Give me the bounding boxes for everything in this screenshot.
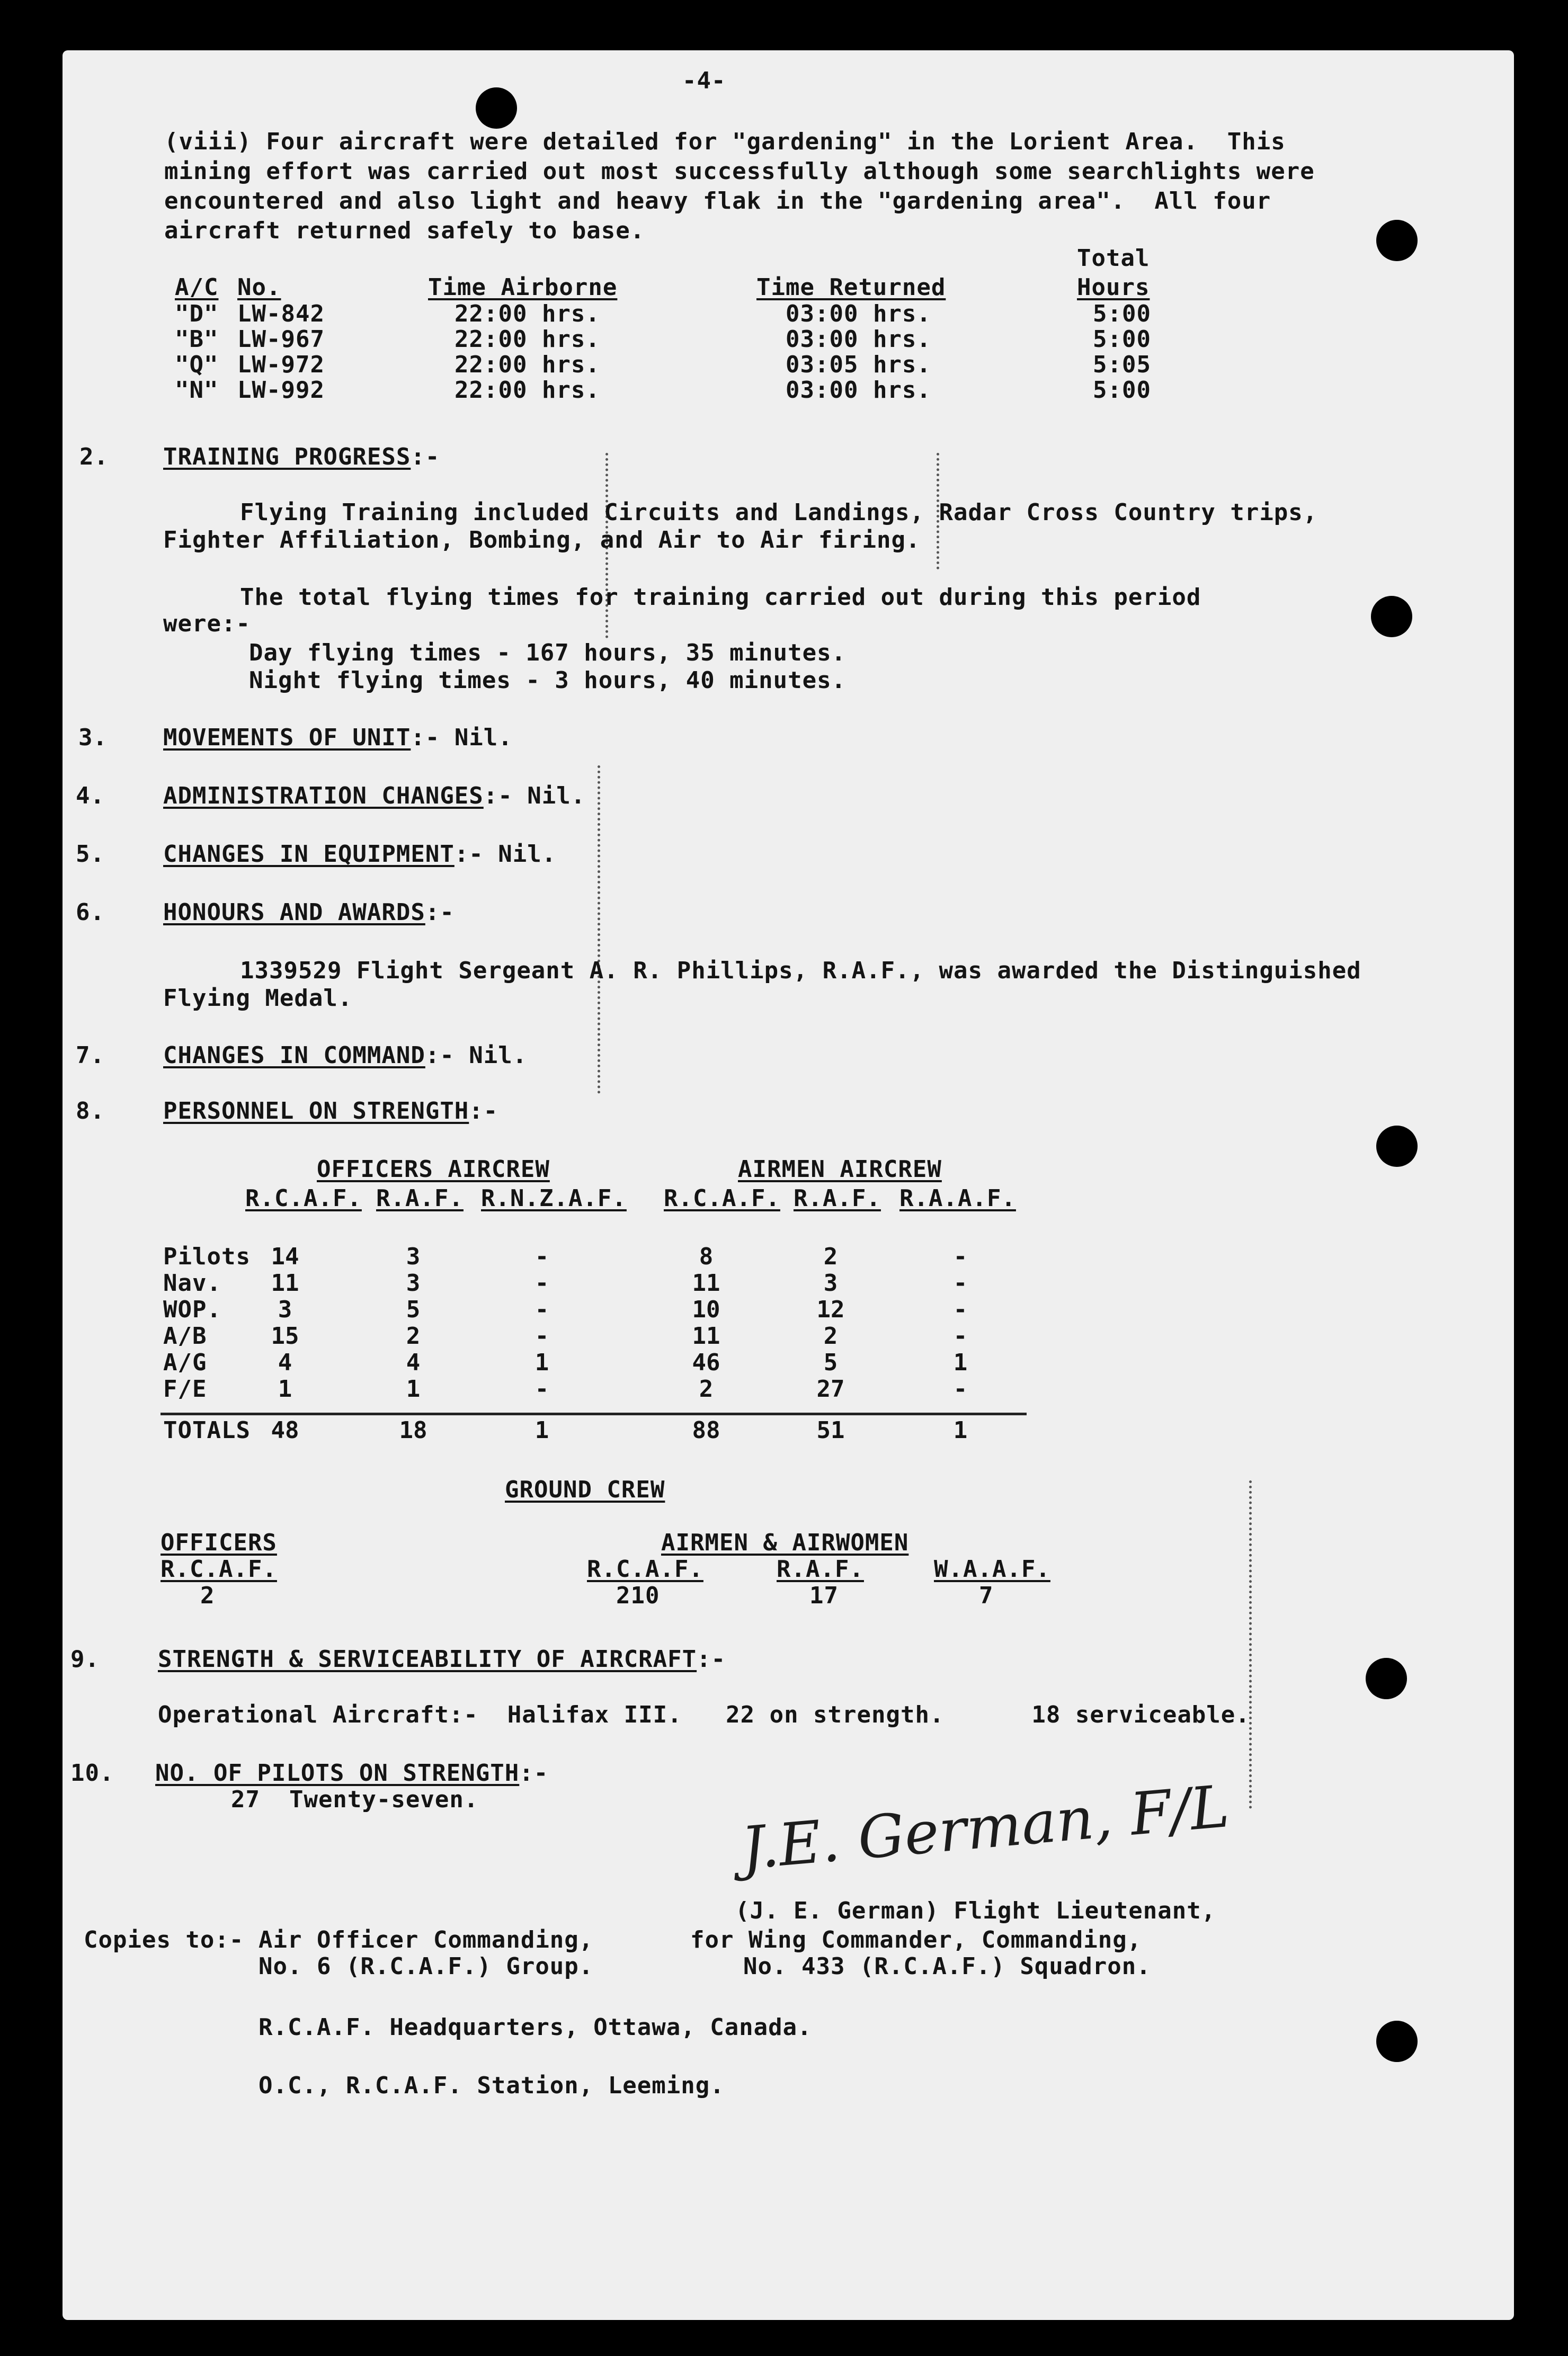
section-heading: MOVEMENTS OF UNIT:- Nil. <box>163 724 513 751</box>
strength-col-header: R.A.F. <box>376 1185 464 1212</box>
copies-recipient: R.C.A.F. Headquarters, Ottawa, Canada. <box>259 2014 812 2041</box>
ground-crew-heading: GROUND CREW <box>505 1476 665 1503</box>
document-page: -4- (viii) Four aircraft were detailed for "gardening" in the Lorient Area. This mining effort was carried out most successfully although some searchlights were encountered and also light and heavy flak in the "gardening area". All four aircraft returned safely to base. Total A/C No. Time Airborne Time Returned Hours "D" LW-842 22:00 hrs. 03:00 hrs. 5:00 "B" LW-967 22:00 hrs. 03:00 hrs. 5:00 "Q" LW-972 22:00 hrs. 03:05 hrs. 5:05 "N" LW-992 22:00 hrs. 03:00 hrs. 5:00 2. TRAINING PROGRESS:- Flying Training included Circuits and Landings, Radar Cross Country trips, Fighter Affiliation, Bombing, and Air to Air firing. The total flying times for training carried out during this period were:- Day flying times - 167 hours, 35 minutes. Night flying times - 3 hours, 40 minutes. 3. MOVEMENTS OF UNIT:- Nil. 4. ADMINISTRATION CHANGES:- Nil. 5. CHANGES IN EQUIPMENT:- Nil. 6. HONOURS AND AWARDS:- 1339529 Flight Sergeant A. R. Phillips, R.A.F., was awarded the Distinguished Flying Medal. 7. CHANGES IN COMMAND:- Nil. 8. PERSONNEL ON STRENGTH:- OFFICERS AIRCREW AIRMEN AIRCREW R.C.A.F. R.A.F. R.N.Z.A.F. R.C.A.F. R.A.F. R.A.A.F. Pilots 14 3 - 8 2 - Nav. 11 3 - 11 3 - WOP. 3 5 - 10 12 - A/B 15 2 - 11 2 - A/G 4 4 1 46 5 1 F/E 1 1 - 2 27 - TOTALS 48 18 1 88 51 1 GROUND CREW OFFICERS R.C.A.F. 2 AIRMEN & AIRWOMEN R.C.A.F. R.A.F. W.A.A.F. 210 17 7 9. STRENGTH & SERVICEABILITY OF AIRCRAFT:- Operational Aircraft:- Halifax III. 22 on strength. 18 serviceable. 10. NO. OF PILOTS ON STRENGTH:- 27 Twenty-seven. J.E. German, F/L (J. E. German) Flight Lieutenant, for Wing Commander, Commanding, No. 433 (R.C.A.F.) Squadron. Copies to:- Air Officer Commanding, No. 6 (R.C.A.F.) Group. R.C.A.F. Headquarters, Ottawa, Canada. O.C., R.C.A.F. Station, Leeming. <box>63 50 1514 2320</box>
punch-hole <box>1366 1658 1407 1699</box>
dotted-line <box>598 765 600 1094</box>
night-flying-times: Night flying times - 3 hours, 40 minutes. <box>249 667 847 694</box>
copies-label: Copies to:- <box>84 1926 244 1953</box>
page-number: -4- <box>682 67 726 94</box>
honours-line: 1339529 Flight Sergeant A. R. Phillips, R.A.F., was awarded the Distinguished <box>240 957 1361 984</box>
ground-col-header: R.A.F. <box>777 1556 864 1583</box>
strength-col-header: R.A.A.F. <box>899 1185 1016 1212</box>
no-header: No. <box>237 274 281 301</box>
section-number: 8. <box>76 1097 105 1125</box>
ground-officers-col: R.C.A.F. <box>161 1556 277 1583</box>
punch-hole <box>1376 2021 1418 2062</box>
total-header-top: Total <box>1077 245 1150 272</box>
section-number: 2. <box>79 443 109 470</box>
section-heading: ADMINISTRATION CHANGES:- Nil. <box>163 782 586 809</box>
airmen-aircrew-heading: AIRMEN AIRCREW <box>738 1156 942 1183</box>
strength-col-header: R.A.F. <box>794 1185 881 1212</box>
honours-line: Flying Medal. <box>163 985 353 1012</box>
training-para-line: were:- <box>163 610 251 637</box>
signature-line: (J. E. German) Flight Lieutenant, <box>735 1897 1216 1924</box>
para-viii-line: encountered and also light and heavy flak in the "gardening area". All four <box>164 188 1271 215</box>
section-number: 5. <box>76 841 105 868</box>
ac-header: A/C <box>175 274 219 301</box>
punch-hole <box>476 87 517 129</box>
section-heading: PERSONNEL ON STRENGTH:- <box>163 1097 498 1125</box>
ground-value: 210 <box>616 1582 660 1609</box>
copies-recipient: No. 6 (R.C.A.F.) Group. <box>259 1953 594 1980</box>
strength-col-header: R.C.A.F. <box>664 1185 780 1212</box>
officers-aircrew-heading: OFFICERS AIRCREW <box>317 1156 550 1183</box>
ground-col-header: W.A.A.F. <box>934 1556 1050 1583</box>
total-header-bottom: Hours <box>1077 274 1150 301</box>
copies-recipient: Air Officer Commanding, <box>259 1926 594 1953</box>
training-para-line: Fighter Affiliation, Bombing, and Air to Air firing. <box>163 526 921 554</box>
training-para-line: The total flying times for training carried out during this period <box>240 584 1201 611</box>
section-heading: CHANGES IN EQUIPMENT:- Nil. <box>163 841 557 868</box>
signature-line: No. 433 (R.C.A.F.) Squadron. <box>743 1953 1151 1980</box>
dotted-line <box>1249 1480 1252 1809</box>
operational-aircraft-line: Operational Aircraft:- Halifax III. 22 on strength. 18 serviceable. <box>158 1701 1250 1728</box>
section-number: 10. <box>70 1760 114 1787</box>
strength-col-header: R.C.A.F. <box>245 1185 362 1212</box>
section-heading: STRENGTH & SERVICEABILITY OF AIRCRAFT:- <box>158 1646 726 1673</box>
ground-col-header: R.C.A.F. <box>587 1556 703 1583</box>
section-heading: CHANGES IN COMMAND:- Nil. <box>163 1042 528 1069</box>
punch-hole <box>1376 220 1418 261</box>
totals-rule <box>161 1413 1027 1415</box>
section-heading: HONOURS AND AWARDS:- <box>163 899 455 926</box>
ground-officers-heading: OFFICERS <box>161 1529 277 1556</box>
section-number: 4. <box>76 782 105 809</box>
section-number: 9. <box>70 1646 100 1673</box>
strength-col-header: R.N.Z.A.F. <box>481 1185 627 1212</box>
para-viii-line: aircraft returned safely to base. <box>164 217 645 244</box>
copies-recipient: O.C., R.C.A.F. Station, Leeming. <box>259 2072 725 2099</box>
section-heading: TRAINING PROGRESS:- <box>163 443 440 470</box>
signature-line: for Wing Commander, Commanding, <box>690 1926 1142 1953</box>
airborne-header: Time Airborne <box>428 274 618 301</box>
returned-header: Time Returned <box>756 274 946 301</box>
ground-officers-value: 2 <box>200 1582 215 1609</box>
punch-hole <box>1371 596 1412 637</box>
section-number: 6. <box>76 899 105 926</box>
section-number: 7. <box>76 1042 105 1069</box>
section-heading: NO. OF PILOTS ON STRENGTH:- <box>155 1760 549 1787</box>
ground-airmen-heading: AIRMEN & AIRWOMEN <box>661 1529 909 1556</box>
para-viii-line: mining effort was carried out most successfully although some searchlights were <box>164 158 1315 185</box>
section-number: 3. <box>78 724 108 751</box>
training-para-line: Flying Training included Circuits and Landings, Radar Cross Country trips, <box>240 499 1318 526</box>
punch-hole <box>1376 1126 1418 1167</box>
ground-value: 7 <box>979 1582 994 1609</box>
handwritten-signature: J.E. German, F/L <box>738 1772 1232 1882</box>
pilots-count-line: 27 Twenty-seven. <box>231 1786 479 1813</box>
para-viii-line: (viii) Four aircraft were detailed for "gardening" in the Lorient Area. This <box>164 128 1286 155</box>
ground-value: 17 <box>809 1582 839 1609</box>
day-flying-times: Day flying times - 167 hours, 35 minutes. <box>249 639 847 666</box>
